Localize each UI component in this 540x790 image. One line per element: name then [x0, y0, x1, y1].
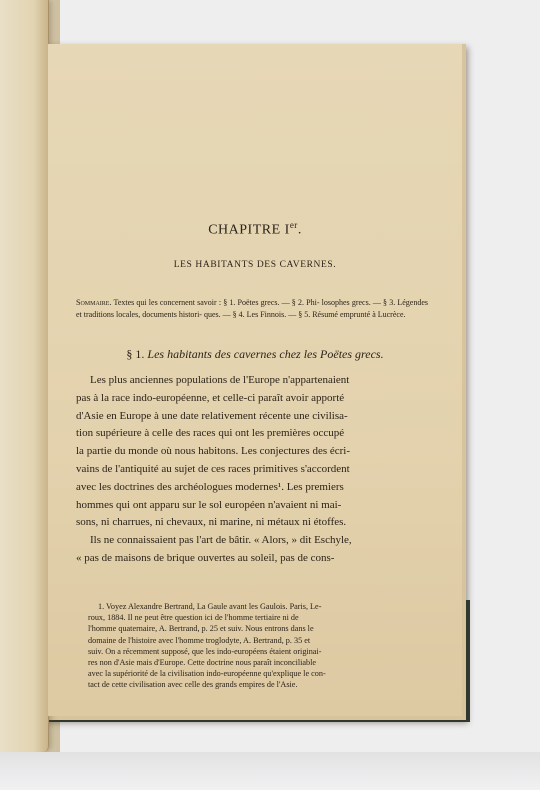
footnote-line: l'homme quaternaire, A. Bertrand, p. 25 et suiv. Nous entrons dans le [88, 624, 314, 634]
subheading-text: Les habitants des cavernes chez les Poëtes grecs. [147, 347, 384, 361]
footnotes [88, 601, 432, 691]
body-line: Ils ne connaissaient pas l'art de bâtir. « Alors, » dit Eschyle, [90, 534, 352, 547]
summary-line: ques. — § 4. Les Finnois. — § 5. Résumé emprunté à Lucrèce. [203, 309, 406, 319]
body-line: Les plus anciennes populations de l'Europe n'appartenaient [90, 374, 350, 386]
footnote-line: avec la supériorité de la civilisation indo-européenne qu'explique le con- [88, 669, 326, 679]
body-line: hommes qui ont apparu sur le sol européen n'avaient ni mai- [76, 498, 342, 511]
section-title: LES HABITANTS DES CAVERNES. [173, 260, 337, 270]
body-paragraphs [76, 372, 432, 568]
body-line: avec les doctrines des archéologues modernes¹. Les premiers [76, 480, 344, 493]
footnote-line: tact de cette civilisation avec celle des grands empires de l'Asie. [88, 680, 298, 690]
chapter-title-text: CHAPITRE I [208, 222, 290, 238]
summary-lead: Sommaire. [76, 298, 112, 307]
body-line: tion supérieure à celle des races qui ont les premières occupé [76, 427, 345, 440]
left-page-curl [0, 0, 49, 752]
body-line: d'Asie en Europe à une date relativement récente une civilisa- [76, 409, 348, 422]
body-line: vains de l'antiquité au sujet de ces races primitives s'accordent [76, 462, 350, 475]
footnote-line: domaine de l'histoire avec l'homme troglodyte, A. Bertrand, p. 35 et [88, 635, 311, 645]
book-page [48, 44, 462, 716]
section-subheading [48, 347, 462, 362]
chapter-title [48, 220, 462, 239]
summary-line: Textes qui les concernent savoir : § 1. Poëtes grecs. — § 2. Phi- [113, 298, 320, 307]
body-line: sons, ni charrues, ni chevaux, ni marine, ni métaux ni étoffes. [76, 516, 347, 529]
chapter-ordinal: er [289, 220, 298, 230]
body-line: pas à la race indo-européenne, et celle-ci paraît avoir apporté [76, 391, 345, 404]
footnote-line: roux, 1884. Il ne peut être question ici de l'homme tertiaire ni de [88, 613, 299, 623]
chapter-summary [76, 297, 428, 320]
chapter-title-end: . [297, 222, 302, 238]
footnote-line: suiv. On a récemment supposé, que les indo-européens étaient originai- [88, 646, 322, 656]
subheading-number: § 1. [126, 347, 145, 361]
summary-line: losophes grecs. — § 3. Légendes et traditions locales, documents histori- [76, 298, 429, 319]
body-line: « pas de maisons de brique ouvertes au soleil, pas de cons- [76, 551, 335, 564]
footnote-line: 1. Voyez Alexandre Bertrand, La Gaule avant les Gaulois. Paris, Le- [98, 602, 322, 611]
footnote-line: res non d'Asie mais d'Europe. Cette doctrine nous paraît inconciliable [88, 658, 317, 668]
body-line: la partie du monde où nous habitons. Les conjectures des écri- [76, 445, 351, 458]
table-surface [0, 752, 540, 790]
